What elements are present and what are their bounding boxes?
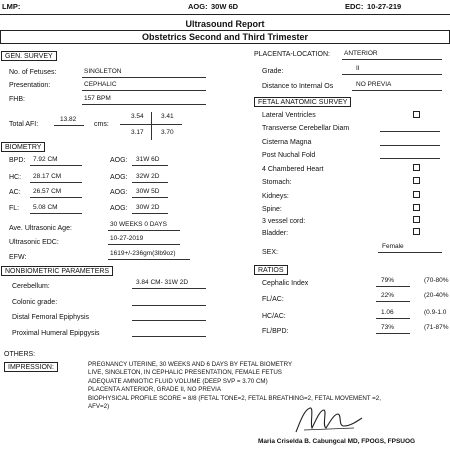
aog-value: 30W 6D bbox=[211, 2, 239, 11]
fl-ac-value: 22% bbox=[381, 292, 395, 299]
impression-line: AFV=2) bbox=[88, 403, 110, 411]
impression-line: BIOPHYSICAL PROFILE SCORE = 8/8 (FETAL TONE=2, FETAL BREATHING=2, FETAL MOVEMENT =2, bbox=[88, 394, 381, 402]
bpd-aog-value: 31W 6D bbox=[136, 156, 160, 163]
spine-checkbox[interactable] bbox=[413, 204, 420, 211]
ac-value: 26.57 CM bbox=[33, 188, 62, 195]
kidneys-label: Kidneys: bbox=[262, 193, 289, 200]
fl-bpd-value: 73% bbox=[381, 324, 395, 331]
efw-value: 1619+/-236gm(3lb9oz) bbox=[110, 250, 176, 257]
placenta-grade-value: II bbox=[356, 65, 360, 72]
fl-bpd-label: FL/BPD: bbox=[262, 328, 289, 335]
fhb-value: 157 BPM bbox=[84, 95, 111, 102]
report-subtitle: Obstetrics Second and Third Trimester bbox=[141, 32, 309, 42]
fetuses-value: SINGLETON bbox=[84, 68, 122, 75]
nonbiometric-section: NONBIOMETRIC PARAMETERS bbox=[1, 266, 113, 276]
fl-aog-label: AOG: bbox=[110, 205, 128, 212]
impression-line: PLACENTA ANTERIOR, GRADE II, NO PREVIA bbox=[88, 386, 221, 394]
impression-label: IMPRESSION: bbox=[4, 362, 58, 372]
hc-aog-value: 32W 2D bbox=[136, 173, 160, 180]
sex-value: Female bbox=[382, 243, 404, 250]
bpd-aog-label: AOG: bbox=[110, 157, 128, 164]
afi-q2: 3.41 bbox=[161, 113, 174, 120]
placenta-grade-label: Grade: bbox=[262, 68, 284, 75]
placenta-location-value: ANTERIOR bbox=[344, 50, 378, 57]
post-nuchal-label: Post Nuchal Fold bbox=[262, 152, 316, 159]
cerebellum-value: 3.84 CM- 31W 2D bbox=[136, 279, 189, 286]
impression-line: LIVE, SINGLETON, IN CEPHALIC PRESENTATION, FEMALE FETUS bbox=[88, 369, 282, 377]
ac-aog-label: AOG: bbox=[110, 189, 128, 196]
cerebellum-label: Cerebellum: bbox=[12, 283, 50, 290]
impression-line: ADEQUATE AMNIOTIC FLUID VOLUME (DEEP SVP = 3.70 CM) bbox=[88, 377, 268, 385]
fetal-anatomic-section: FETAL ANATOMIC SURVEY bbox=[254, 97, 351, 107]
biometry-section: BIOMETRY bbox=[1, 142, 45, 152]
impression-line: PREGNANCY UTERINE, 30 WEEKS AND 6 DAYS BY FETAL BIOMETRY bbox=[88, 361, 293, 368]
fl-bpd-range: (71-87% bbox=[424, 324, 449, 331]
three-vessel-cord-label: 3 vessel cord: bbox=[262, 218, 306, 225]
lmp-label: LMP: bbox=[2, 2, 21, 11]
cephalic-index-label: Cephalic Index bbox=[262, 280, 309, 287]
stomach-checkbox[interactable] bbox=[413, 177, 420, 184]
hc-ac-range: (0.9-1.0 bbox=[424, 309, 447, 316]
edc-value: 10-27-219 bbox=[367, 2, 402, 11]
fl-ac-range: (20-40% bbox=[424, 292, 449, 299]
spine-label: Spine: bbox=[262, 206, 282, 213]
fl-value: 5.08 CM bbox=[33, 204, 58, 211]
ave-age-value: 30 WEEKS 0 DAYS bbox=[110, 221, 167, 228]
internal-os-value: NO PREVIA bbox=[356, 81, 392, 88]
afi-q3: 3.17 bbox=[131, 129, 144, 136]
others-label: OTHERS: bbox=[4, 351, 36, 358]
ultrasonic-edc-value: 10-27-2019 bbox=[110, 235, 144, 242]
report-title: Ultrasound Report bbox=[185, 19, 265, 29]
bpd-label: BPD: bbox=[9, 157, 26, 164]
stomach-label: Stomach: bbox=[262, 179, 292, 186]
fetuses-label: No. of Fetuses: bbox=[9, 69, 57, 76]
efw-label: EFW: bbox=[9, 254, 27, 261]
ultrasonic-edc-label: Ultrasonic EDC: bbox=[9, 239, 59, 246]
distal-femoral-label: Distal Femoral Epiphysis bbox=[12, 314, 90, 321]
edc-label: EDC: bbox=[345, 2, 364, 11]
four-chamber-heart-label: 4 Chambered Heart bbox=[262, 166, 324, 173]
cephalic-index-range: (70-80% bbox=[424, 277, 449, 284]
hc-value: 28.17 CM bbox=[33, 173, 62, 180]
colonic-label: Colonic grade: bbox=[12, 299, 58, 306]
fl-aog-value: 30W 2D bbox=[136, 204, 160, 211]
transverse-cerebellar-label: Transverse Cerebellar Diam bbox=[262, 125, 350, 132]
hc-ac-label: HC/AC: bbox=[262, 313, 286, 320]
ratios-section: RATIOS bbox=[254, 265, 288, 275]
cephalic-index-value: 79% bbox=[381, 277, 395, 284]
kidneys-checkbox[interactable] bbox=[413, 191, 420, 198]
sex-label: SEX: bbox=[262, 249, 278, 256]
lateral-ventricles-checkbox[interactable] bbox=[413, 111, 420, 118]
cisterna-magna-label: Cisterna Magna bbox=[262, 139, 312, 146]
header-rule bbox=[0, 14, 450, 15]
ac-label: AC: bbox=[9, 189, 21, 196]
afi-label: Total AFI: bbox=[9, 121, 39, 128]
lateral-ventricles-label: Lateral Ventricles bbox=[262, 112, 316, 119]
aog-label: AOG: bbox=[188, 2, 208, 11]
ave-age-label: Ave. Ultrasonic Age: bbox=[9, 225, 72, 232]
gen-survey-section: GEN. SURVEY bbox=[1, 51, 57, 61]
bladder-label: Bladder: bbox=[262, 230, 289, 237]
signatory-name: Maria Criselda B. Cabungcal MD, FPOGS, FPSUOG bbox=[258, 438, 416, 445]
bladder-checkbox[interactable] bbox=[413, 228, 420, 235]
afi-q4: 3.70 bbox=[161, 129, 174, 136]
cms-label: cms: bbox=[94, 121, 109, 128]
three-vessel-cord-checkbox[interactable] bbox=[413, 216, 420, 223]
fhb-label: FHB: bbox=[9, 96, 25, 103]
hc-label: HC: bbox=[9, 174, 22, 181]
hc-aog-label: AOG: bbox=[110, 174, 128, 181]
presentation-label: Presentation: bbox=[9, 82, 51, 89]
fl-label: FL: bbox=[9, 205, 20, 212]
afi-value: 13.82 bbox=[60, 116, 77, 123]
signature-scribble bbox=[290, 402, 370, 438]
afi-q1: 3.54 bbox=[131, 113, 144, 120]
placenta-location-label: PLACENTA-LOCATION: bbox=[254, 51, 330, 58]
four-chamber-heart-checkbox[interactable] bbox=[413, 164, 420, 171]
presentation-value: CEPHALIC bbox=[84, 81, 117, 88]
hc-ac-value: 1.06 bbox=[381, 309, 394, 316]
bpd-value: 7.92 CM bbox=[33, 156, 58, 163]
ac-aog-value: 30W 5D bbox=[136, 188, 160, 195]
fl-ac-label: FL/AC: bbox=[262, 296, 284, 303]
proximal-humeral-label: Proximal Humeral Epipgysis bbox=[12, 330, 100, 337]
internal-os-label: Distance to Internal Os bbox=[262, 83, 334, 90]
